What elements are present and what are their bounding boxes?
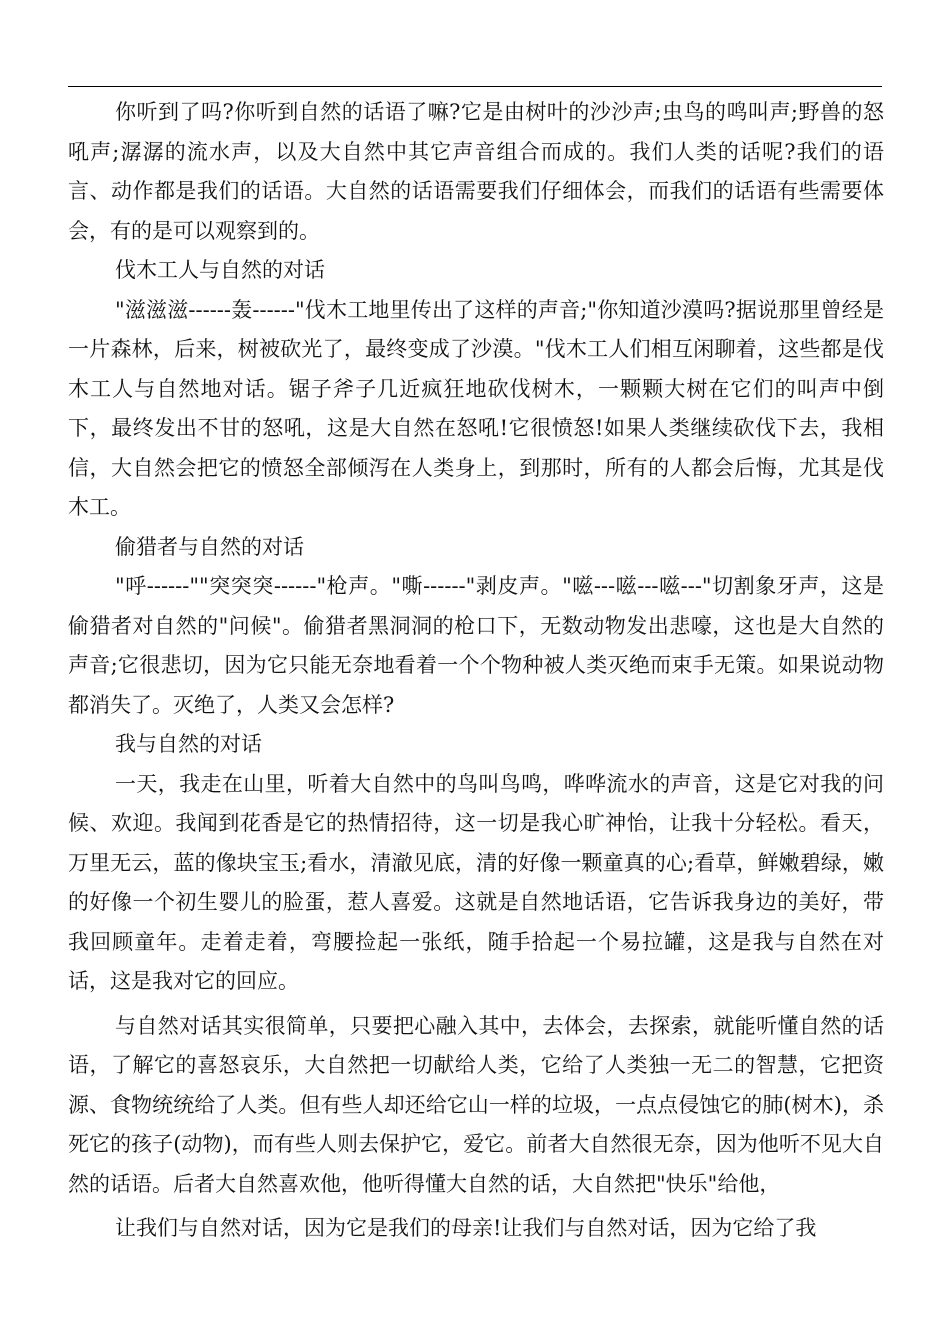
- paragraph-closing: 让我们与自然对话，因为它是我们的母亲!让我们与自然对话，因为它给了我: [115, 1216, 817, 1240]
- paragraph-summary: 与自然对话其实很简单，只要把心融入其中，去体会，去探索，就能听懂自然的话语，了解它的喜怒哀乐，大自然把一切献给人类，它给了人类独一无二的智慧，它把资源、食物统统给了人类。但有些人却还给它山一样的垃圾，一点点侵蚀它的肺(树木)，杀死它的孩子(动物)，而有些人则去保护它，爱它。前者大自然很无奈，因为他听不见大自然的话语。后者大自然喜欢他，他听得懂大自然的话，大自然把"快乐"给他，: [68, 1013, 884, 1196]
- paragraph-me: 一天，我走在山里，听着大自然中的鸟叫鸟鸣，哗哗流水的声音，这是它对我的问候、欢迎。我闻到花香是它的热情招待，这一切是我心旷神怡，让我十分轻松。看天，万里无云，蓝的像块宝玉;看水，清澈见底，清的好像一颗童真的心;看草，鲜嫩碧绿，嫩的好像一个初生婴儿的脸蛋，惹人喜爱。这就是自然地话语，它告诉我身边的美好，带我回顾童年。走着走着，弯腰捡起一张纸，随手拾起一个易拉罐，这是我与自然在对话，这是我对它的回应。: [68, 771, 884, 993]
- section-heading-logger: 伐木工人与自然的对话: [115, 258, 325, 282]
- section-heading-me: 我与自然的对话: [115, 732, 262, 756]
- paragraph-logger: "滋滋滋------轰------"伐木工地里传出了这样的声音;"你知道沙漠吗?据说那里曾经是一片森林，后来，树被砍光了，最终变成了沙漠。"伐木工人们相互闲聊着，这些都是伐木工人与自然地对话。锯子斧子几近疯狂地砍伐树木，一颗颗大树在它们的叫声中倒下，最终发出不甘的怒吼，这是大自然在怒吼!它很愤怒!如果人类继续砍伐下去，我相信，大自然会把它的愤怒全部倾泻在人类身上，到那时，所有的人都会后悔，尤其是伐木工。: [68, 297, 884, 519]
- section-heading-poacher: 偷猎者与自然的对话: [115, 534, 304, 559]
- paragraph-intro: 你听到了吗?你听到自然的话语了嘛?它是由树叶的沙沙声;虫鸟的鸣叫声;野兽的怒吼声;潺潺的流水声，以及大自然中其它声音组合而成的。我们人类的话呢?我们的语言、动作都是我们的话语。大自然的话语需要我们仔细体会，而我们的话语有些需要体会，有的是可以观察到的。: [68, 100, 884, 243]
- paragraph-poacher: "呼------""突突突------"枪声。"嘶------"剥皮声。"嗞---嗞---嗞---"切割象牙声，这是偷猎者对自然的"问候"。偷猎者黑洞洞的枪口下，无数动物发出悲嚎，这也是大自然的声音;它很悲切，因为它只能无奈地看着一个个物种被人类灭绝而束手无策。如果说动物都消失了。灭绝了，人类又会怎样?: [68, 574, 884, 717]
- document-body: [68, 93, 884, 1249]
- header-rule: [68, 86, 882, 87]
